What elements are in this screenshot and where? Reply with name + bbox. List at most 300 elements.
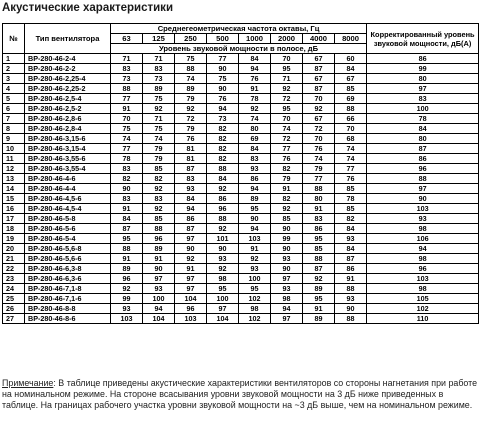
fan-type: ВР-280-46-4,5-6 [25, 194, 111, 204]
sound-level-cell: 94 [239, 64, 271, 74]
table-row [3, 114, 479, 124]
sound-level-cell: 75 [111, 124, 143, 134]
sound-level-cell: 91 [111, 254, 143, 264]
sound-level-cell: 91 [271, 184, 303, 194]
sound-level-cell: 70 [303, 134, 335, 144]
sound-level-cell: 90 [271, 244, 303, 254]
header-frequency: 125 [143, 34, 175, 44]
row-number: 7 [3, 114, 25, 124]
sound-level-cell: 97 [143, 274, 175, 284]
row-number: 2 [3, 64, 25, 74]
sound-level-cell: 104 [175, 294, 207, 304]
header-frequency-group: Среднегеометрическая частота октавы, Гц [111, 24, 367, 34]
sound-level-cell: 95 [271, 104, 303, 114]
sound-level-cell: 85 [335, 84, 367, 94]
sound-level-cell: 76 [303, 144, 335, 154]
sound-level-cell: 81 [175, 154, 207, 164]
sound-level-cell: 94 [271, 304, 303, 314]
fan-type: ВР-280-46-3,55-4 [25, 164, 111, 174]
sound-level-cell: 79 [175, 124, 207, 134]
sound-level-cell: 86 [175, 214, 207, 224]
sound-level-cell: 67 [303, 54, 335, 64]
sound-level-cell: 88 [175, 64, 207, 74]
sound-level-cell: 79 [271, 174, 303, 184]
fan-type: ВР-280-46-2,8-6 [25, 114, 111, 124]
sound-level-cell: 95 [207, 284, 239, 294]
sound-level-cell: 76 [335, 174, 367, 184]
sound-level-cell: 103 [175, 314, 207, 324]
sound-level-cell: 78 [239, 94, 271, 104]
sound-level-cell: 78 [111, 154, 143, 164]
corrected-level-cell: 84 [367, 124, 479, 134]
sound-level-cell: 97 [175, 234, 207, 244]
sound-level-cell: 83 [111, 164, 143, 174]
sound-level-cell: 82 [271, 194, 303, 204]
sound-level-cell: 70 [271, 54, 303, 64]
corrected-level-cell: 96 [367, 164, 479, 174]
sound-level-cell: 69 [239, 134, 271, 144]
sound-level-cell: 88 [303, 184, 335, 194]
fan-type: ВР-280-46-2,5-4 [25, 94, 111, 104]
corrected-level-cell: 93 [367, 214, 479, 224]
sound-level-cell: 74 [303, 154, 335, 164]
sound-level-cell: 82 [143, 174, 175, 184]
sound-level-cell: 89 [143, 84, 175, 94]
sound-level-cell: 102 [239, 314, 271, 324]
sound-level-cell: 85 [143, 214, 175, 224]
sound-level-cell: 90 [111, 184, 143, 194]
corrected-level-cell: 110 [367, 314, 479, 324]
sound-level-cell: 74 [271, 124, 303, 134]
sound-level-cell: 91 [111, 204, 143, 214]
fan-type: ВР-280-46-4,5-4 [25, 204, 111, 214]
sound-level-cell: 84 [239, 144, 271, 154]
corrected-level-cell: 90 [367, 194, 479, 204]
row-number: 23 [3, 274, 25, 284]
sound-level-cell: 102 [239, 294, 271, 304]
header-frequency: 250 [175, 34, 207, 44]
fan-type: ВР-280-46-2-2 [25, 64, 111, 74]
sound-level-cell: 71 [271, 74, 303, 84]
sound-level-cell: 96 [143, 234, 175, 244]
row-number: 18 [3, 224, 25, 234]
sound-level-cell: 91 [303, 204, 335, 214]
sound-level-cell: 88 [335, 314, 367, 324]
sound-level-cell: 94 [239, 224, 271, 234]
sound-level-cell: 74 [335, 154, 367, 164]
header-frequency: 4000 [303, 34, 335, 44]
sound-level-cell: 90 [143, 264, 175, 274]
sound-level-cell: 68 [335, 134, 367, 144]
sound-level-cell: 92 [271, 84, 303, 94]
sound-level-cell: 85 [271, 214, 303, 224]
sound-level-cell: 72 [175, 114, 207, 124]
sound-level-cell: 87 [175, 224, 207, 234]
row-number: 12 [3, 164, 25, 174]
sound-level-cell: 70 [111, 114, 143, 124]
sound-level-cell: 83 [175, 174, 207, 184]
sound-level-cell: 75 [207, 74, 239, 84]
sound-level-cell: 67 [303, 74, 335, 84]
corrected-level-cell: 102 [367, 304, 479, 314]
sound-level-cell: 60 [335, 54, 367, 64]
sound-level-cell: 93 [239, 264, 271, 274]
row-number: 11 [3, 154, 25, 164]
sound-level-cell: 98 [207, 274, 239, 284]
table-row [3, 74, 479, 84]
fan-type: ВР-280-46-5-8 [25, 214, 111, 224]
header-corrected-level: Корректированный уровень звуковой мощности, дБ(А) [367, 24, 479, 54]
fan-type: ВР-280-46-2,25-4 [25, 74, 111, 84]
sound-level-cell: 74 [239, 114, 271, 124]
table-row [3, 284, 479, 294]
sound-level-cell: 97 [271, 314, 303, 324]
sound-level-cell: 95 [271, 64, 303, 74]
table-row [3, 184, 479, 194]
sound-level-cell: 92 [303, 104, 335, 114]
row-number: 27 [3, 314, 25, 324]
sound-level-cell: 95 [303, 294, 335, 304]
sound-level-cell: 92 [207, 264, 239, 274]
fan-type: ВР-280-46-5-4 [25, 234, 111, 244]
sound-level-cell: 85 [335, 204, 367, 214]
sound-level-cell: 90 [175, 244, 207, 254]
sound-level-cell: 89 [239, 194, 271, 204]
table-row [3, 214, 479, 224]
table-row [3, 244, 479, 254]
sound-level-cell: 94 [207, 104, 239, 114]
sound-level-cell: 71 [111, 54, 143, 64]
sound-level-cell: 76 [271, 154, 303, 164]
sound-level-cell: 96 [175, 304, 207, 314]
sound-level-cell: 91 [143, 254, 175, 264]
fan-type: ВР-280-46-3,15-6 [25, 134, 111, 144]
corrected-level-cell: 96 [367, 264, 479, 274]
sound-level-cell: 76 [239, 74, 271, 84]
sound-level-cell: 87 [335, 254, 367, 264]
sound-level-cell: 97 [271, 274, 303, 284]
sound-level-cell: 95 [111, 234, 143, 244]
sound-level-cell: 77 [111, 94, 143, 104]
fan-type: ВР-280-46-8-8 [25, 304, 111, 314]
row-number: 16 [3, 204, 25, 214]
sound-level-cell: 94 [175, 204, 207, 214]
sound-level-cell: 95 [303, 234, 335, 244]
sound-level-cell: 92 [303, 274, 335, 284]
sound-level-cell: 82 [207, 124, 239, 134]
sound-level-cell: 92 [143, 204, 175, 214]
row-number: 6 [3, 104, 25, 114]
fan-type: ВР-280-46-2,5-2 [25, 104, 111, 114]
sound-level-cell: 72 [271, 134, 303, 144]
sound-level-cell: 96 [207, 204, 239, 214]
sound-level-cell: 71 [143, 54, 175, 64]
sound-level-cell: 92 [143, 184, 175, 194]
sound-level-cell: 83 [239, 154, 271, 164]
sound-level-cell: 92 [239, 104, 271, 114]
sound-level-cell: 83 [111, 64, 143, 74]
sound-level-cell: 94 [239, 184, 271, 194]
sound-level-cell: 97 [175, 274, 207, 284]
table-row [3, 234, 479, 244]
sound-level-cell: 88 [335, 284, 367, 294]
sound-level-cell: 86 [303, 224, 335, 234]
table-row [3, 94, 479, 104]
sound-level-cell: 91 [239, 244, 271, 254]
table-row [3, 84, 479, 94]
row-number: 5 [3, 94, 25, 104]
corrected-level-cell: 83 [367, 94, 479, 104]
header-num: № [3, 24, 25, 54]
sound-level-cell: 74 [143, 134, 175, 144]
row-number: 24 [3, 284, 25, 294]
sound-level-cell: 89 [143, 244, 175, 254]
sound-level-cell: 73 [111, 74, 143, 84]
table-row [3, 314, 479, 324]
row-number: 25 [3, 294, 25, 304]
sound-level-cell: 86 [239, 174, 271, 184]
sound-level-cell: 101 [207, 234, 239, 244]
sound-level-cell: 85 [335, 184, 367, 194]
sound-level-cell: 90 [239, 214, 271, 224]
sound-level-cell: 95 [239, 204, 271, 214]
sound-level-cell: 66 [335, 114, 367, 124]
sound-level-cell: 88 [111, 244, 143, 254]
row-number: 8 [3, 124, 25, 134]
sound-level-cell: 70 [271, 114, 303, 124]
sound-level-cell: 91 [239, 84, 271, 94]
sound-level-cell: 91 [111, 104, 143, 114]
sound-level-cell: 90 [335, 304, 367, 314]
sound-level-cell: 78 [335, 194, 367, 204]
sound-level-cell: 87 [111, 224, 143, 234]
sound-level-cell: 89 [303, 284, 335, 294]
header-frequency: 500 [207, 34, 239, 44]
page-title: Акустические характеристики [2, 2, 174, 14]
fan-type: ВР-280-46-7,1-8 [25, 284, 111, 294]
row-number: 4 [3, 84, 25, 94]
corrected-level-cell: 86 [367, 54, 479, 64]
corrected-level-cell: 80 [367, 134, 479, 144]
sound-level-cell: 104 [143, 314, 175, 324]
corrected-level-cell: 86 [367, 154, 479, 164]
table-row [3, 54, 479, 64]
sound-level-cell: 93 [335, 234, 367, 244]
fan-type: ВР-280-46-2-4 [25, 54, 111, 64]
sound-level-cell: 104 [207, 314, 239, 324]
sound-level-cell: 79 [175, 94, 207, 104]
sound-level-cell: 89 [303, 314, 335, 324]
sound-level-cell: 79 [143, 154, 175, 164]
corrected-level-cell: 106 [367, 234, 479, 244]
row-number: 9 [3, 134, 25, 144]
row-number: 20 [3, 244, 25, 254]
sound-level-cell: 100 [207, 294, 239, 304]
sound-level-cell: 84 [335, 224, 367, 234]
sound-level-cell: 96 [111, 274, 143, 284]
sound-level-cell: 75 [143, 124, 175, 134]
sound-level-cell: 87 [303, 84, 335, 94]
sound-level-cell: 76 [207, 94, 239, 104]
sound-level-cell: 88 [143, 224, 175, 234]
sound-level-cell: 81 [175, 144, 207, 154]
footnote [2, 378, 480, 411]
sound-level-cell: 93 [335, 294, 367, 304]
fan-type: ВР-280-46-3,15-4 [25, 144, 111, 154]
fan-type: ВР-280-46-2,8-4 [25, 124, 111, 134]
row-number: 1 [3, 54, 25, 64]
sound-level-cell: 82 [207, 144, 239, 154]
table-row [3, 224, 479, 234]
fan-type: ВР-280-46-3,55-6 [25, 154, 111, 164]
sound-level-cell: 70 [335, 124, 367, 134]
row-number: 22 [3, 264, 25, 274]
sound-level-cell: 79 [303, 164, 335, 174]
sound-level-cell: 82 [271, 164, 303, 174]
sound-level-cell: 83 [303, 214, 335, 224]
sound-level-cell: 100 [143, 294, 175, 304]
sound-level-cell: 90 [207, 244, 239, 254]
fan-type: ВР-280-46-6,3-6 [25, 274, 111, 284]
footnote-label: Примечание [2, 378, 54, 388]
sound-level-cell: 84 [335, 64, 367, 74]
acoustic-table [2, 23, 479, 324]
header-frequency: 2000 [271, 34, 303, 44]
sound-level-cell: 90 [207, 84, 239, 94]
header-frequency: 1000 [239, 34, 271, 44]
sound-level-cell: 85 [303, 244, 335, 254]
sound-level-cell: 90 [271, 224, 303, 234]
sound-level-cell: 91 [303, 304, 335, 314]
sound-level-cell: 73 [207, 114, 239, 124]
sound-level-cell: 84 [207, 174, 239, 184]
corrected-level-cell: 94 [367, 244, 479, 254]
sound-level-cell: 74 [175, 74, 207, 84]
sound-level-cell: 74 [335, 144, 367, 154]
table-row [3, 174, 479, 184]
sound-level-cell: 77 [207, 54, 239, 64]
sound-level-cell: 83 [143, 194, 175, 204]
corrected-level-cell: 87 [367, 144, 479, 154]
sound-level-cell: 83 [111, 194, 143, 204]
header-fan-type: Тип вентилятора [25, 24, 111, 54]
sound-level-cell: 87 [303, 264, 335, 274]
sound-level-cell: 92 [143, 104, 175, 114]
sound-level-cell: 95 [239, 284, 271, 294]
sound-level-cell: 98 [271, 294, 303, 304]
sound-level-cell: 103 [111, 314, 143, 324]
sound-level-cell: 92 [111, 284, 143, 294]
sound-level-cell: 83 [143, 64, 175, 74]
sound-level-cell: 89 [111, 264, 143, 274]
row-number: 17 [3, 214, 25, 224]
row-number: 19 [3, 234, 25, 244]
sound-level-cell: 80 [239, 124, 271, 134]
corrected-level-cell: 105 [367, 294, 479, 304]
sound-level-cell: 80 [303, 194, 335, 204]
sound-level-cell: 84 [111, 214, 143, 224]
sound-level-cell: 87 [175, 164, 207, 174]
corrected-level-cell: 88 [367, 174, 479, 184]
row-number: 21 [3, 254, 25, 264]
sound-level-cell: 74 [111, 134, 143, 144]
sound-level-cell: 76 [175, 134, 207, 144]
sound-level-cell: 99 [271, 234, 303, 244]
corrected-level-cell: 78 [367, 114, 479, 124]
sound-level-cell: 93 [271, 284, 303, 294]
sound-level-cell: 93 [271, 254, 303, 264]
corrected-level-cell: 97 [367, 184, 479, 194]
sound-level-cell: 98 [239, 304, 271, 314]
sound-level-cell: 103 [239, 234, 271, 244]
table-row [3, 124, 479, 134]
sound-level-cell: 92 [207, 184, 239, 194]
sound-level-cell: 88 [111, 84, 143, 94]
sound-level-cell: 72 [271, 94, 303, 104]
sound-level-cell: 79 [143, 144, 175, 154]
table-row [3, 264, 479, 274]
sound-level-cell: 91 [335, 274, 367, 284]
corrected-level-cell: 100 [367, 104, 479, 114]
sound-level-cell: 75 [143, 94, 175, 104]
row-number: 26 [3, 304, 25, 314]
sound-level-cell: 72 [303, 124, 335, 134]
sound-level-cell: 100 [239, 274, 271, 284]
table-row [3, 134, 479, 144]
table-row [3, 254, 479, 264]
header-frequency: 63 [111, 34, 143, 44]
sound-level-cell: 77 [111, 144, 143, 154]
corrected-level-cell: 80 [367, 74, 479, 84]
sound-level-cell: 77 [335, 164, 367, 174]
sound-level-cell: 93 [175, 184, 207, 194]
sound-level-cell: 88 [207, 164, 239, 174]
sound-level-cell: 87 [303, 64, 335, 74]
table-body [3, 54, 479, 324]
row-number: 10 [3, 144, 25, 154]
table-row [3, 294, 479, 304]
sound-level-cell: 86 [207, 194, 239, 204]
fan-type: ВР-280-46-2,25-2 [25, 84, 111, 94]
table-row [3, 304, 479, 314]
sound-level-cell: 89 [175, 84, 207, 94]
sound-level-cell: 85 [143, 164, 175, 174]
sound-level-cell: 92 [175, 104, 207, 114]
table-row [3, 144, 479, 154]
sound-level-cell: 93 [111, 304, 143, 314]
fan-type: ВР-280-46-4-6 [25, 174, 111, 184]
fan-type: ВР-280-46-7,1-6 [25, 294, 111, 304]
sound-level-cell: 82 [335, 214, 367, 224]
sound-level-cell: 86 [335, 264, 367, 274]
sound-level-cell: 67 [335, 74, 367, 84]
table-row [3, 204, 479, 214]
sound-level-cell: 93 [207, 254, 239, 264]
sound-level-cell: 77 [271, 144, 303, 154]
header-sound-power: Уровень звуковой мощности в полосе, дБ [111, 44, 367, 54]
sound-level-cell: 97 [207, 304, 239, 314]
row-number: 13 [3, 174, 25, 184]
sound-level-cell: 92 [271, 204, 303, 214]
sound-level-cell: 70 [303, 94, 335, 104]
row-number: 3 [3, 74, 25, 84]
sound-level-cell: 84 [175, 194, 207, 204]
fan-type: ВР-280-46-5-6 [25, 224, 111, 234]
sound-level-cell: 88 [335, 104, 367, 114]
table-row [3, 104, 479, 114]
corrected-level-cell: 98 [367, 284, 479, 294]
sound-level-cell: 90 [207, 64, 239, 74]
